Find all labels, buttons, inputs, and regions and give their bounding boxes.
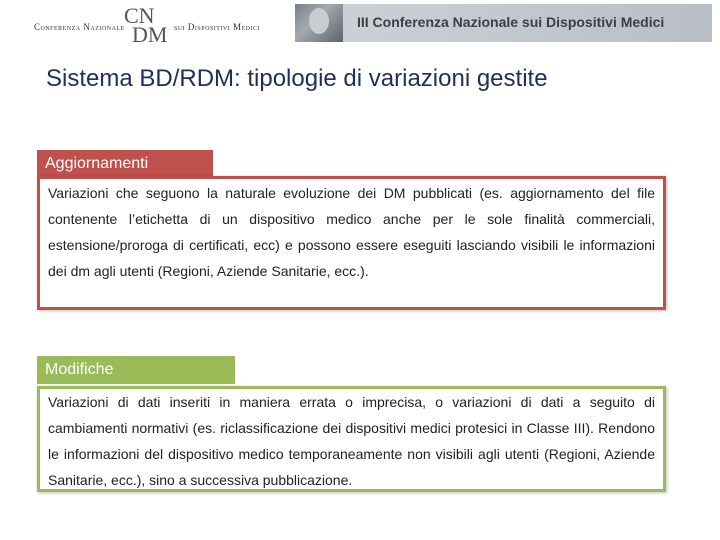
section-label-aggiornamenti: Aggiornamenti: [37, 150, 213, 178]
portrait-image: [309, 8, 329, 34]
section-body-aggiornamenti: Variazioni che seguono la naturale evoluzione dei DM pubblicati (es. aggiornamento del file contenente l’etichetta di un dispositivo medico anche per le sole finalità commerciali, estensione/proroga di certificati, ecc) e possono essere eseguiti lasciando visibili le informazioni dei dm agli utenti (Regioni, Aziende Sanitarie, ecc.).: [37, 176, 666, 310]
cndm-logo-mark: [122, 3, 168, 47]
section-body-modifiche: Variazioni di dati inseriti in maniera errata o imprecisa, o variazioni di dati a seguito di cambiamenti normativi (es. riclassificazione dei dispositivi medici protesici in Classe III). Rendono le informazioni del dispositivo medico temporaneamente non visibili agli utenti (Regioni, Aziende Sanitarie, ecc.), sino a successiva pubblicazione.: [37, 386, 666, 492]
logo-mark-top: CN: [124, 3, 155, 28]
banner-photo: [295, 4, 343, 42]
slide-title: Sistema BD/RDM: tipologie di variazioni gestite: [46, 65, 548, 92]
logo-word-right: sui Dispositivi Medici: [174, 22, 260, 32]
logo-word-left: Conferenza Nazionale: [34, 22, 125, 32]
section-label-modifiche: Modifiche: [37, 356, 235, 384]
banner-title: III Conferenza Nazionale sui Dispositivi Medici: [357, 14, 665, 30]
logo-mark-bottom: DM: [132, 22, 168, 47]
conference-logo: [34, 3, 264, 47]
header-banner: [295, 4, 712, 42]
